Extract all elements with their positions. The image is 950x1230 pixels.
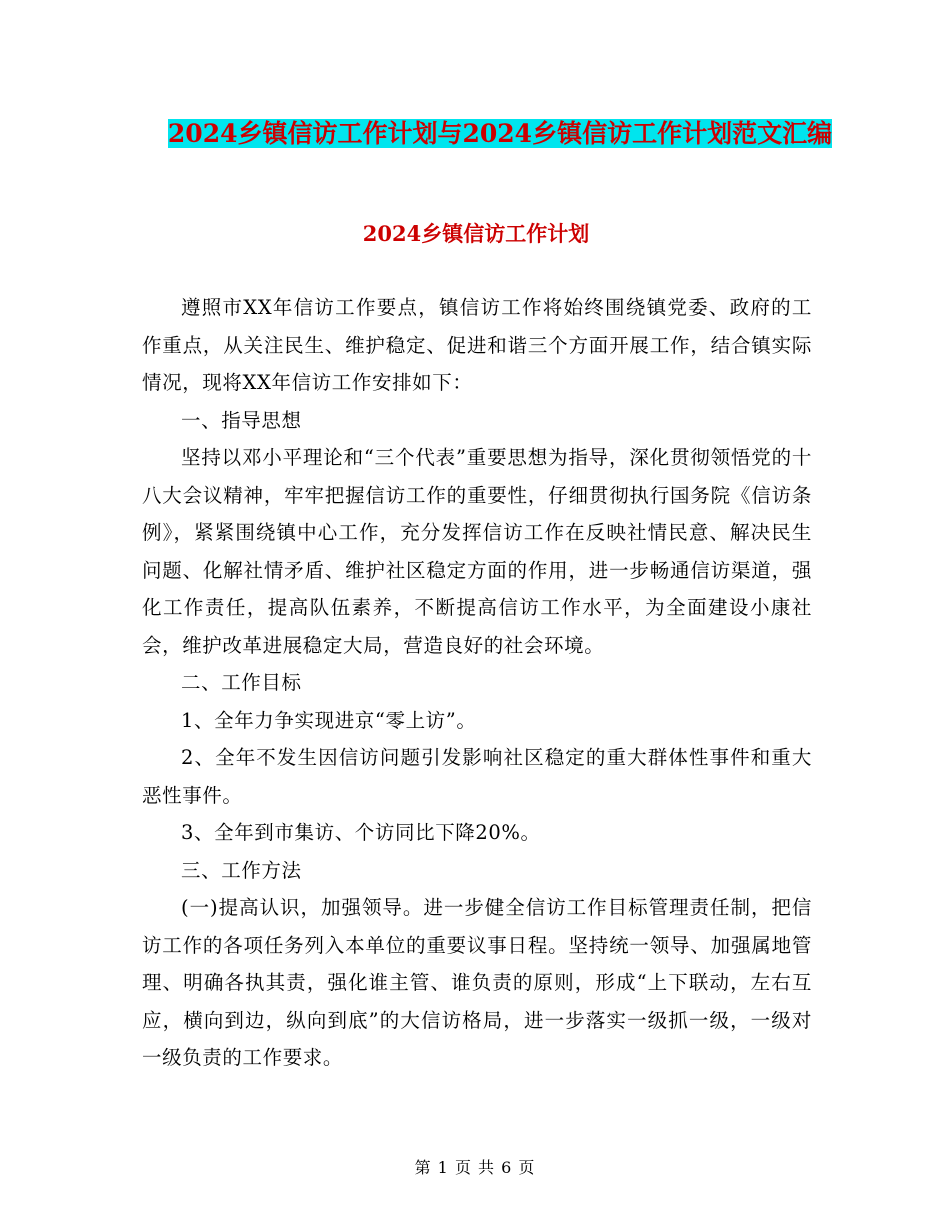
page-footer — [0, 1157, 950, 1179]
page-title — [140, 112, 860, 155]
goal-item-3: 3、全年到市集访、个访同比下降20%。 — [181, 821, 541, 844]
section-title: 2024乡镇信访工作计划 — [362, 221, 590, 246]
document-body — [142, 289, 812, 1077]
page-number: 第 1 页 共 6 页 — [414, 1158, 536, 1177]
heading-guiding-ideology: 一、指导思想 — [181, 408, 302, 432]
paragraph-guiding-ideology: 坚持以邓小平理论和“三个代表”重要思想为指导，深化贯彻领悟党的十八大会议精神，牢牢把握信访工作的重要性，仔细贯彻执行国务院《信访条例》，紧紧围绕镇中心工作，充分发挥信访工作在反映社情民意、解决民生问题、化解社情矛盾、维护社区稳定方面的作用，进一步畅通信访渠道，强化工作责任，提高队伍素养，不断提高信访工作水平，为全面建设小康社会，维护改革进展稳定大局，营造良好的社会环境。 — [142, 446, 812, 657]
goal-item-1: 1、全年力争实现进京“零上访”。 — [181, 708, 477, 732]
paragraph-method-1: (一)提高认识，加强领导。进一步健全信访工作目标管理责任制，把信访工作的各项任务列入本单位的重要议事日程。坚持统一领导、加强属地管理、明确各执其责，强化谁主管、谁负责的原则，形成“上下联动，左右互应，横向到边，纵向到底”的大信访格局，进一步落实一级抓一级，一级对一级负责的工作要求。 — [142, 896, 812, 1069]
heading-work-goals: 二、工作目标 — [181, 671, 302, 694]
heading-work-methods: 三、工作方法 — [181, 858, 302, 882]
paragraph-intro: 遵照市XX年信访工作要点，镇信访工作将始终围绕镇党委、政府的工作重点，从关注民生、维护稳定、促进和谐三个方面开展工作，结合镇实际情况，现将XX年信访工作安排如下： — [142, 296, 812, 394]
page-title-text: 2024乡镇信访工作计划与2024乡镇信访工作计划范文汇编 — [167, 119, 833, 148]
goal-item-2: 2、全年不发生因信访问题引发影响社区稳定的重大群体性事件和重大恶性事件。 — [142, 746, 812, 807]
